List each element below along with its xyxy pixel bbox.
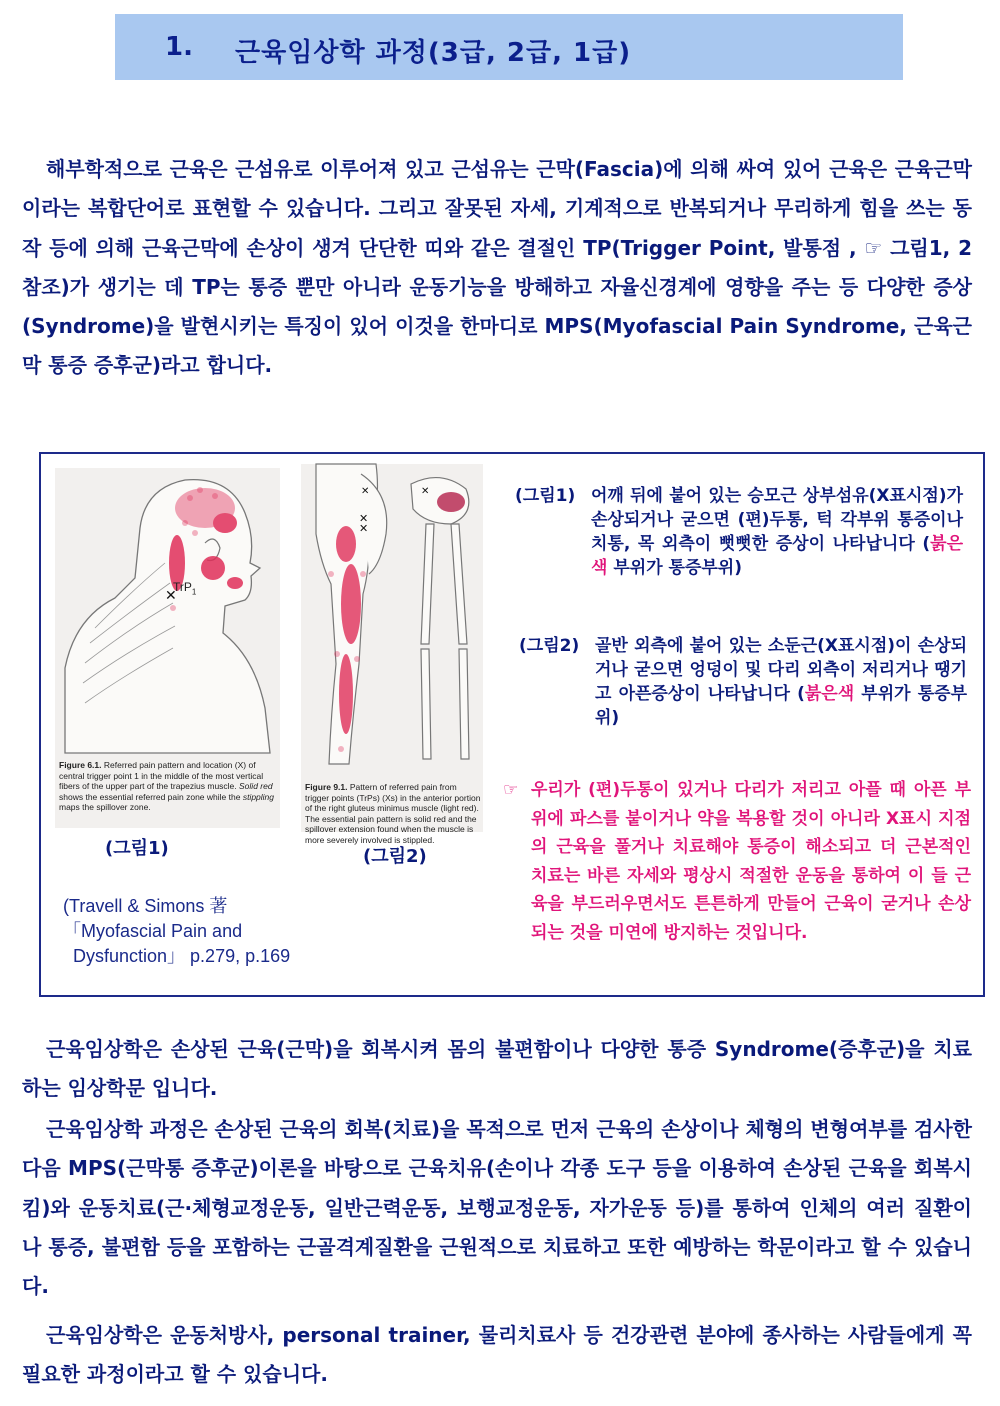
title-number: 1.	[165, 32, 193, 62]
title-banner	[115, 14, 903, 80]
figure-2-caption: Figure 9.1. Pattern of referred pain from trigger points (TrPs) (Xs) in the anterior portion of the right gluteus minimus muscle (light red). The essential pain pattern is solid red and the spillover extension found when the muscle is more severely involved is stippled.	[305, 782, 481, 845]
svg-text:✕: ✕	[359, 522, 369, 535]
svg-text:✕: ✕	[359, 512, 369, 525]
figure-1-description: (그림1) 어깨 뒤에 붙어 있는 승모근 상부섬유(X표시점)가 손상되거나 굳으면 (편)두통, 턱 각부위 통증이나 치통, 목 외측이 뻣뻣한 증상이 나타납니다 (붉은색 부위가 통증부위)	[515, 486, 963, 578]
course-paragraph: 근육임상학 과정은 손상된 근육의 회복(치료)을 목적으로 먼저 근육의 손상이나 체형의 변형여부를 검사한 다음 MPS(근막통 증후군)이론을 바탕으로 근육치유(손이나 각종 도구 등을 이용하여 손상된 근육을 회복시킴)와 운동치료(근·체형교정운동, 일반근력운동, 보행교정운동, 자가운동 등)를 통하여 인체의 여러 질환이나 통증, 불편함 등을 포함하는 근골격계질환을 근원적으로 치료하고 또한 예방하는 학문이라고 할 수 있습니다.	[22, 1117, 972, 1299]
figure-1-caption: Figure 6.1. Referred pain pattern and location (X) of central trigger point 1 in the middle of the most vertical fibers of the upper part of the trapezius muscle. Solid red shows the essential referred pain zone while the stippling maps the spillover zone.	[59, 760, 274, 812]
source-citation: (Travell & Simons 著 「Myofascial Pain and Dysfunction」 p.279, p.169	[63, 896, 291, 966]
definition-paragraph: 근육임상학은 손상된 근육(근막)을 회복시켜 몸의 불편함이나 다양한 통증 Syndrome(증후군)을 치료하는 임상학문 입니다.	[22, 1037, 972, 1101]
trapezius-figure	[55, 468, 280, 828]
page-title: 근육임상학 과정(3급, 2급, 1급)	[235, 38, 632, 68]
figure-panel	[39, 452, 985, 997]
gluteus-figure	[301, 464, 483, 845]
figure-1-label: (그림1)	[105, 838, 169, 859]
treatment-note: ☞ 우리가 (편)두통이 있거나 다리가 저리고 아플 때 아픈 부위에 파스를 붙이거나 약을 복용할 것이 아니라 X표시 지점의 근육을 풀거나 치료해야 통증이 해소되고 더 근본적인 치료는 바른 자세와 평상시 적절한 운동을 통하여 이 들 근육을 부드러우면서도 튼튼하게 만들어 근육이 굳거나 손상되는 것을 미연에 방지하는 것입니다.	[503, 776, 973, 986]
svg-text:✕: ✕	[421, 486, 430, 497]
trp-label: TrP$_1$	[173, 580, 197, 597]
svg-text:✕: ✕	[361, 486, 370, 497]
figure-2-description: (그림2) 골반 외측에 붙어 있는 소둔근(X표시점)이 손상되거나 굳으면 엉덩이 및 다리 외측이 저리거나 땡기고 아픈증상이 나타납니다 (붉은색 부위가 통증부위)	[519, 636, 967, 728]
intro-paragraph: 해부학적으로 근육은 근섬유로 이루어져 있고 근섬유는 근막(Fascia)에 의해 싸여 있어 근육은 근육근막이라는 복합단어로 표현할 수 있습니다. 그리고 잘못된 자세, 기계적으로 반복되거나 무리하게 힘을 쓰는 동작 등에 의해 근육근막에 손상이 생겨 단단한 띠와 같은 결절인 TP(Trigger Point, 발통점 , ☞ 그림1, 2 참조)가 생기는 데 TP는 통증 뿐만 아니라 운동기능을 방해하고 자율신경계에 영향을 주는 등 다양한 증상(Syndrome)을 발현시키는 특징이 있어 이것을 한마디로 MPS(Myofascial Pain Syndrome, 근육근막 통증 증후군)라고 합니다.	[22, 157, 972, 378]
pointing-hand-icon: ☞	[503, 780, 519, 800]
audience-paragraph: 근육임상학은 운동처방사, personal trainer, 물리치료사 등 건강관련 분야에 종사하는 사람들에게 꼭 필요한 과정이라고 할 수 있습니다.	[22, 1323, 972, 1387]
trapezius-illustration	[55, 468, 280, 753]
figure-2-label: (그림2)	[363, 846, 427, 867]
svg-text:✕: ✕	[165, 588, 177, 604]
gluteus-illustration	[301, 464, 483, 774]
